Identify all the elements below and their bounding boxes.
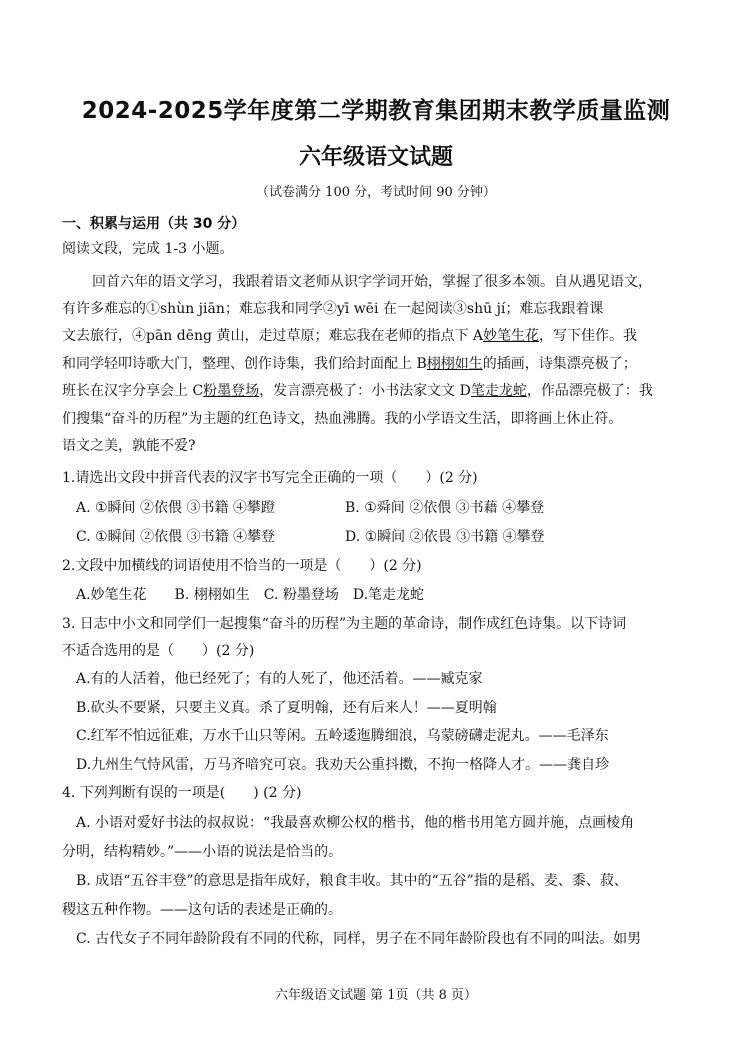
question-3-option-d: D.九州生气恃风雷，万马齐喑究可哀。我劝天公重抖擞，不拘一格降人才。——龚自珍 (76, 757, 610, 773)
question-4-option-a-line-2: 分明，结构精妙。”——小语的说法是恰当的。 (62, 844, 343, 860)
passage-line-1: 回首六年的语文学习，我跟着语文老师从识字学词开始，掌握了很多本领。自从遇见语文， (92, 274, 652, 290)
question-1-option-c: C. ①瞬间 ②依偎 ③书籍 ④攀登 (76, 529, 276, 545)
question-1-stem: 1.请选出文段中拼音代表的汉字书写完全正确的一项（ ）(2 分) (62, 470, 478, 486)
underlined-word-b: 栩栩如生 (426, 356, 483, 372)
passage-line-6: 们搜集“奋斗的历程”为主题的红色诗文，热血沸腾。我的小学语文生活，即将画上休止符。 (62, 411, 623, 427)
underlined-word-c: 粉墨登场 (203, 383, 260, 399)
question-4-stem: 4. 下列判断有误的一项是( ) (2 分) (62, 785, 302, 801)
exam-title: 2024-2025学年度第二学期教育集团期末教学质量监测 (81, 98, 671, 124)
exam-meta: （试卷满分 100 分，考试时间 90 分钟） (256, 185, 496, 200)
question-3-option-c: C.红军不怕远征难，万水千山只等闲。五岭逶迤腾细浪，乌蒙磅礴走泥丸。——毛泽东 (76, 728, 609, 744)
passage-line-7: 语文之美，孰能不爱? (62, 438, 196, 454)
exam-subtitle: 六年级语文试题 (298, 145, 453, 170)
question-2-options: A.妙笔生花 B. 栩栩如生 C. 粉墨登场 D.笔走龙蛇 (76, 587, 425, 603)
underlined-word-a: 妙笔生花 (483, 328, 540, 344)
question-4-option-a-line-1: A. 小语对爱好书法的叔叔说：“我最喜欢柳公权的楷书，他的楷书用笔方圆并施，点画棱角 (76, 815, 635, 831)
passage-line-4: 和同学轻叩诗歌大门，整理、创作诗集，我们给封面配上 B栩栩如生的插画，诗集漂亮极了； (62, 356, 637, 372)
question-3-option-b: B.砍头不要紧，只要主义真。杀了夏明翰，还有后来人！——夏明翰 (76, 700, 497, 716)
section-instruction: 阅读文段，完成 1-3 小题。 (62, 241, 234, 257)
passage-line-3: 文去旅行，④pān dēng 黄山，走过草原；难忘我在老师的指点下 A妙笔生花，写下佳作。我 (62, 328, 638, 344)
underlined-word-d: 笔走龙蛇 (470, 383, 527, 399)
passage-line-2: 有许多难忘的①shùn jiān；难忘我和同学②yī wēi 在一起阅读③shū jí；难忘我跟着课 (62, 301, 604, 317)
question-3-stem-2: 不适合选用的是（ ）(2 分) (62, 643, 255, 659)
question-3-stem-1: 3. 日志中小文和同学们一起搜集“奋斗的历程”为主题的革命诗，制作成红色诗集。以下诗词 (62, 616, 627, 632)
question-4-option-b-line-1: B. 成语“五谷丰登”的意思是指年成好，粮食丰收。其中的“五谷”指的是稻、麦、黍、菽、 (76, 873, 628, 889)
page-footer: 六年级语文试题 第 1页（共 8 页） (274, 988, 478, 1003)
question-3-option-a: A.有的人活着，他已经死了；有的人死了，他还活着。——臧克家 (76, 671, 483, 687)
question-1-option-b: B. ①舜间 ②依偎 ③书藉 ④攀登 (345, 500, 545, 516)
question-4-option-b-line-2: 稷这五种作物。——这句话的表述是正确的。 (62, 902, 342, 918)
section-heading: 一、积累与运用（共 30 分） (62, 216, 246, 232)
passage-line-5: 班长在汉字分享会上 C粉墨登场，发言漂亮极了：小书法家文文 D笔走龙蛇，作品漂亮极了：我 (62, 383, 653, 399)
question-2-stem: 2.文段中加横线的词语使用不恰当的一项是（ ）(2 分) (62, 558, 422, 574)
question-4-option-c-line-1: C. 古代女子不同年龄阶段有不同的代称，同样，男子在不同年龄阶段也有不同的叫法。如男 (76, 931, 642, 947)
question-1-option-a: A. ①瞬间 ②依偎 ③书籍 ④攀蹬 (76, 500, 275, 516)
question-1-option-d: D. ①瞬间 ②依畏 ③书籍 ④攀登 (345, 529, 545, 545)
